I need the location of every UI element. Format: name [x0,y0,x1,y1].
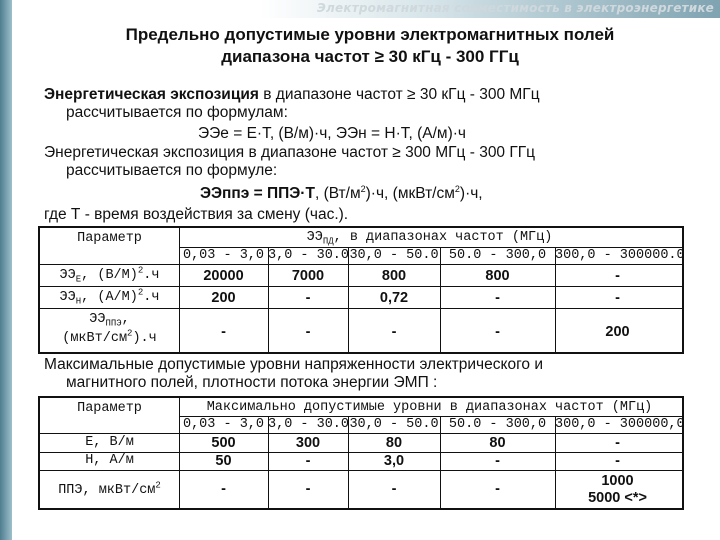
t1-row3-label-line2-b: ).ч [132,331,157,346]
intro-p3: где Т - время воздействия за смену (час.). [44,206,349,223]
t2-r2-v3: - [495,453,500,469]
t1-row1-label-sub: Е [75,274,82,285]
t2-r2-v1: - [305,453,311,469]
formula-2-main: ЭЭппэ = ППЭ·Т [200,185,315,202]
t1-row3-label-a: ЭЭ [89,312,106,327]
t1-r1-v1: 7000 [291,268,325,284]
t2-r1-v4: - [615,435,620,451]
t2-row3-label-a: ППЭ, мкВт/см [58,483,156,498]
t1-r2-v0: 200 [211,290,236,306]
t1-r1-v3: 800 [485,268,510,284]
intro-p2-line1: Энергетическая экспозиция в диапазоне частот ≥ 300 МГц - 300 ГГц [44,144,536,161]
formula-2-unit-c: )·ч, [459,185,483,202]
t2-r3-v3: - [495,481,500,497]
t1-range-0: 0,03 - 3,0 [182,248,264,263]
t1-r3-v4: 200 [605,324,630,340]
title-line-1: Предельно допустимые уровни электромагнитных полей [125,25,615,44]
t1-row3-label-line2-a: (мкВт/см [62,331,128,346]
para2-line1: Максимальные допустимые уровни напряженности электрического и [44,356,543,373]
t2-r2-v2: 3,0 [383,453,405,469]
t1-r2-v1: - [305,290,311,306]
t1-row2-label-a: ЭЭ [59,290,76,305]
slide-title [40,24,700,68]
t1-group-header-a: ЭЭ [306,230,323,245]
t2-r1-v0: 500 [211,435,236,451]
t2-r1-v1: 300 [295,435,321,451]
t2-r3-v4-line1: 1000 [601,473,634,489]
t1-row2-label-sup: 2 [137,287,144,298]
t2-range-3: 50.0 - 300,0 [448,417,547,432]
t2-row3-label [40,480,179,498]
t1-group-header [179,231,680,245]
t1-row3-label [40,312,179,346]
formula-2-unit-b: )·ч, (мкВт/см [365,185,455,202]
t1-r3-v2: - [391,324,397,340]
t2-r3-v0: - [221,481,226,497]
t1-r2-v4: - [615,290,620,306]
t1-r3-v3: - [495,324,500,340]
t1-range-3: 50.0 - 300,0 [448,248,547,263]
para2-line2: магнитного полей, плотности потока энергии ЭМП : [66,374,438,391]
t1-r1-v4: - [615,268,620,284]
intro-p1-line2: рассчитывается по формулам: [66,104,288,121]
t1-row2-label [40,287,179,307]
t1-r3-v0: - [221,324,226,340]
t1-r2-v3: - [495,290,500,306]
intro-p1-bold: Энергетическая экспозиция [44,86,259,103]
formula-1: ЭЭе = Е·Т, (В/м)·ч, ЭЭн = Н·Т, (А/м)·ч [198,125,466,142]
banner-title: Электромагнитная совместимость в электроэнергетике [317,1,714,15]
t2-r3-v4-line2: 5000 <*> [588,490,647,506]
t1-row2-label-sub: Н [75,296,82,307]
t2-group-header: Максимально допустимые уровни в диапазонах частот (МГц) [206,400,653,415]
t1-range-4: 300,0 - 300000.0 [555,248,685,263]
formula-2-unit-a: , (Вт/м [314,185,361,202]
t1-row1-label [40,265,179,285]
t1-range-1: 3,0 - 30.0 [268,248,350,263]
t1-row2-label-b: , (А/М) [81,290,138,305]
table-max-levels [38,396,684,510]
t2-r2-v0: 50 [215,453,232,469]
intro-p2-line2: рассчитывается по формуле: [66,162,278,179]
t1-r1-v0: 20000 [203,268,244,284]
t1-row3-label-line2-sup: 2 [127,328,133,339]
t2-r2-v4: - [615,453,620,469]
t2-row1-label: Е, В/м [85,435,134,450]
left-decor-band [0,0,12,540]
formula-2-sup-1: 2 [360,183,366,194]
t1-group-header-b: , в диапазонах частот (МГц) [333,230,553,245]
intro-p1-line1 [44,86,540,104]
title-line-2: диапазона частот ≥ 30 кГц - 300 ГГц [221,47,519,66]
t1-row1-label-c: .ч [143,268,160,283]
t2-range-0: 0,03 - 3,0 [182,417,264,432]
t2-r3-v1: - [305,481,311,497]
t2-row2-label: Н, А/м [85,453,134,468]
t1-param-header: Параметр [77,231,142,246]
t2-range-1: 3,0 - 30.0 [268,417,350,432]
t1-row3-label-b: , [121,312,130,327]
t1-row3-label-sub: ППЭ [105,318,122,329]
t1-group-header-sub: ПД [322,236,334,247]
t2-r3-v2: - [391,481,397,497]
t1-row1-label-b: , (В/М) [81,268,138,283]
t1-r1-v2: 800 [381,268,407,284]
t2-r1-v2: 80 [385,435,403,451]
t1-row1-label-sup: 2 [137,265,144,276]
t2-r1-v3: 80 [489,435,506,451]
t2-range-2: 30,0 - 50.0 [349,417,439,432]
t1-row1-label-a: ЭЭ [59,268,76,283]
table-energy-exposure [38,226,684,354]
t1-r2-v2: 0,72 [379,290,409,306]
intro-p1-rest: в диапазоне частот ≥ 30 кГц - 300 МГц [258,86,540,103]
t2-row3-label-sup: 2 [155,480,161,491]
t1-range-2: 30,0 - 50.0 [349,248,439,263]
formula-2 [200,185,483,203]
formula-2-sup-2: 2 [454,183,460,194]
t2-range-4: 300,0 - 300000,0 [555,417,685,432]
t1-row2-label-c: .ч [143,290,160,305]
t2-param-header: Параметр [77,401,142,416]
t1-r3-v1: - [305,324,311,340]
top-banner [12,0,720,18]
